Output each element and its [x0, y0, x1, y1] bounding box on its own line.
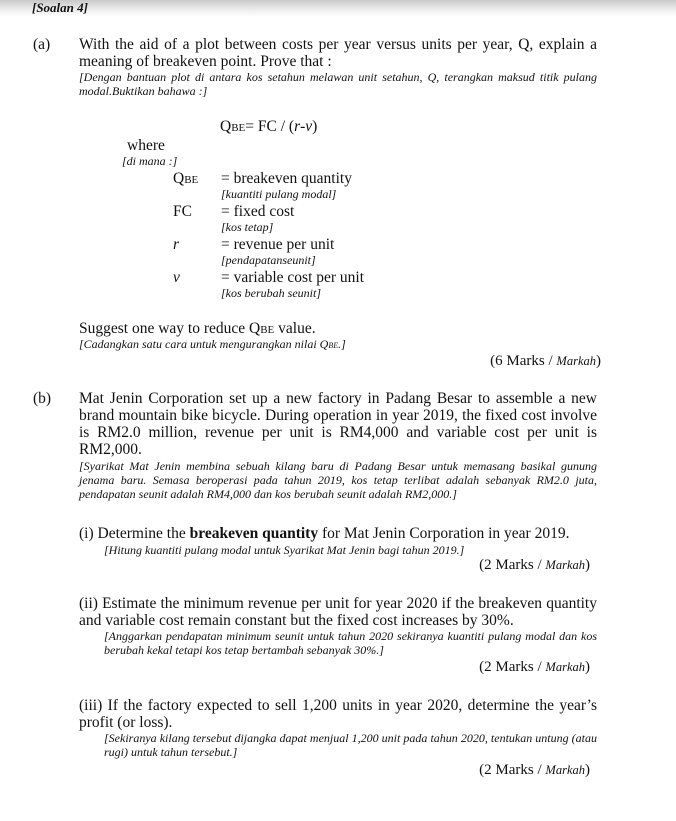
- where-label-my: [di mana :]: [122, 154, 178, 168]
- sub-ii-question-en: (ii) Estimate the minimum revenue per unit for year 2020 if the breakeven quantity and variable cost remain constant but the fixed cost increases by 30%.: [79, 595, 597, 629]
- def-r-en: = revenue per unit: [221, 236, 335, 253]
- def-symbol-fc: FC: [173, 203, 192, 220]
- part-b-label: (b): [33, 390, 52, 407]
- question-header: [Soalan 4]: [32, 0, 88, 15]
- def-symbol-v: v: [173, 269, 180, 286]
- part-a-label: (a): [33, 36, 51, 53]
- sub-i-question-en: (i) Determine the breakeven quantity for Mat Jenin Corporation in year 2019.: [79, 525, 570, 542]
- def-fc-en: = fixed cost: [221, 203, 295, 220]
- def-symbol-r: r: [173, 236, 180, 253]
- def-qbe-en: = breakeven quantity: [221, 170, 352, 187]
- page-top-bar: [0, 0, 676, 17]
- sub-ii-marks: (2 Marks / Markah): [479, 659, 590, 675]
- part-b-question-my: [Syarikat Mat Jenin membina sebuah kilang baru di Padang Besar untuk memasang basikal gunung jenama baru. Semasa beroperasi pada tahun 2019, kos tetap terlibat adalah sebanyak RM2.0 juta, pendapatan seunit adalah RM4,000 dan kos berubah seunit adalah RM2,000.]: [79, 459, 597, 501]
- part-a-marks: (6 Marks / Markah): [490, 353, 601, 369]
- def-r-my: [pendapatanseunit]: [221, 253, 316, 267]
- sub-i-question-my: [Hitung kuantiti pulang modal untuk Syarikat Mat Jenin bagi tahun 2019.]: [104, 543, 465, 557]
- part-a-question-my: [Dengan bantuan plot di antara kos setahun melawan unit setahun, Q, terangkan maksud titik pulang modal.Buktikan bahawa :]: [79, 70, 597, 98]
- sub-iii-marks: (2 Marks / Markah): [479, 762, 590, 778]
- sub-ii-question-my: [Anggarkan pendapatan minimum seunit untuk tahun 2020 sekiranya kuantiti pulang modal dan kos berubah kekal tetapi kos tetap bertambah sebanyak 30%.]: [104, 629, 597, 657]
- breakeven-formula: QBE= FC / (r-v): [220, 118, 318, 135]
- part-a-question-en: With the aid of a plot between costs per year versus units per year, Q, explain a meaning of breakeven point. Prove that :: [79, 36, 597, 70]
- sub-iii-question-en: (iii) If the factory expected to sell 1,200 units in year 2020, determine the year’s profit (or loss).: [79, 697, 597, 731]
- suggest-question-en: Suggest one way to reduce QBE value.: [79, 320, 316, 337]
- where-label: where: [127, 137, 165, 154]
- sub-i-marks: (2 Marks / Markah): [479, 557, 590, 573]
- suggest-question-my: [Cadangkan satu cara untuk mengurangkan nilai QBE.]: [79, 337, 346, 351]
- def-qbe-my: [kuantiti pulang modal]: [221, 187, 337, 201]
- part-b-question-en: Mat Jenin Corporation set up a new factory in Padang Besar to assemble a new brand mountain bike bicycle. During operation in year 2019, the fixed cost involve is RM2.0 million, revenue per unit is RM4,000 and variable cost per unit is RM2,000.: [79, 390, 597, 458]
- def-symbol-qbe: QBE: [173, 170, 199, 187]
- def-v-my: [kos berubah seunit]: [221, 286, 321, 300]
- sub-iii-question-my: [Sekiranya kilang tersebut dijangka dapat menjual 1,200 unit pada tahun 2020, tentukan untung (atau rugi) untuk tahun tersebut.]: [104, 731, 597, 759]
- def-fc-my: [kos tetap]: [221, 220, 274, 234]
- def-v-en: = variable cost per unit: [221, 269, 365, 286]
